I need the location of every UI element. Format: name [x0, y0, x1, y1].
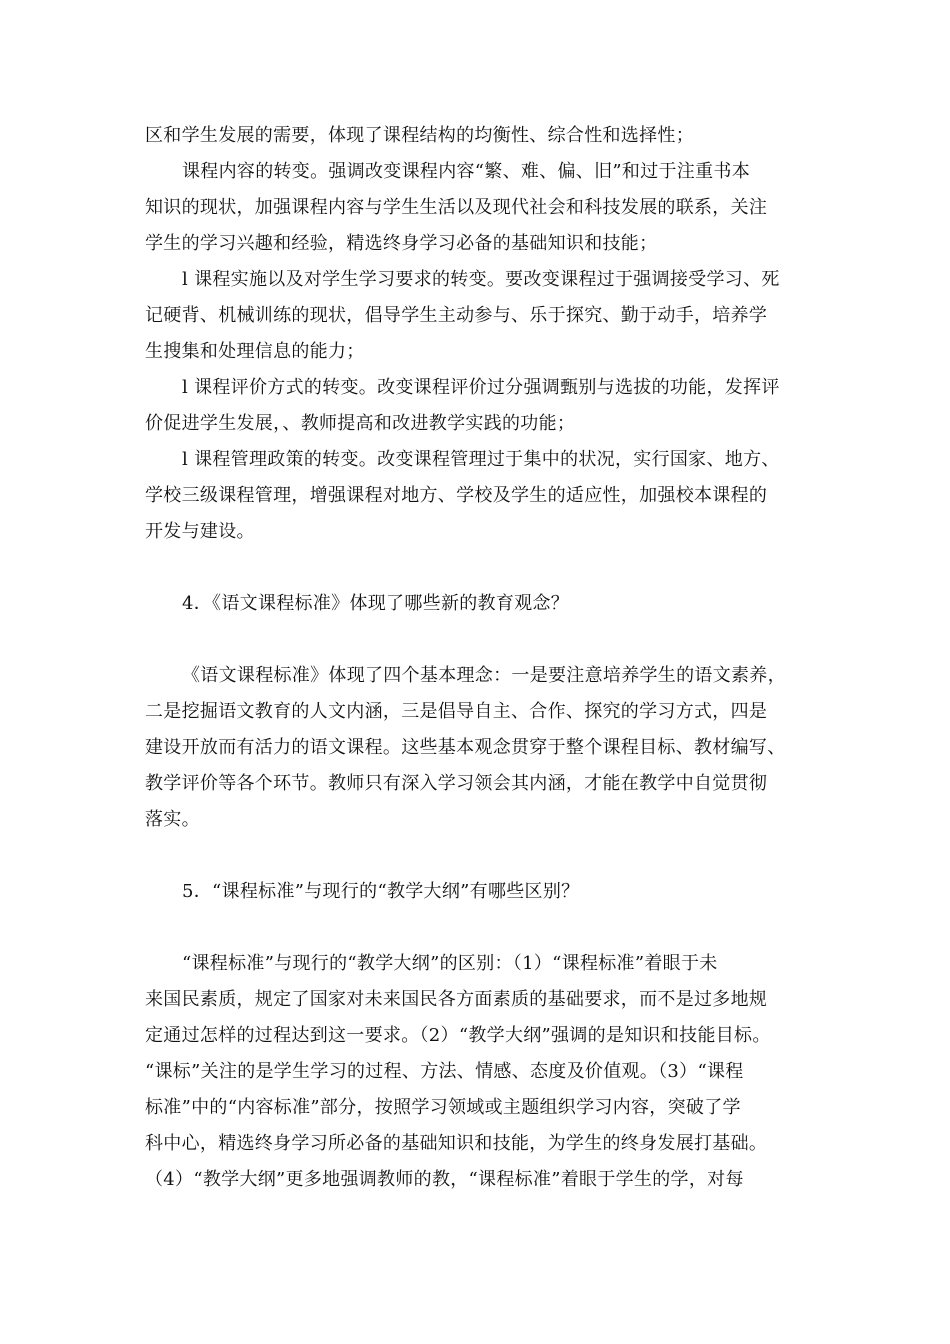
- text-line: l 课程管理政策的转变。改变课程管理过于集中的状况，实行国家、地方、: [182, 449, 780, 470]
- text-line: 开发与建设。: [145, 521, 255, 542]
- question-heading: 5．“课程标准”与现行的“教学大纲”有哪些区别？: [182, 881, 580, 902]
- text-line: 记硬背、机械训练的现状，倡导学生主动参与、乐于探究、勤于动手，培养学: [145, 305, 768, 326]
- text-line: 教学评价等各个环节。教师只有深入学习领会其内涵，才能在教学中自觉贯彻: [145, 773, 768, 794]
- text-line: 落实。: [145, 809, 200, 830]
- text-line: “课程标准”与现行的“教学大纲”的区别：（1）“课程标准”着眼于未: [182, 953, 718, 974]
- text-line: 定通过怎样的过程达到这一要求。（2）“教学大纲”强调的是知识和技能目标。: [145, 1025, 771, 1046]
- text-line: 生搜集和处理信息的能力；: [145, 341, 365, 362]
- text-line: （4）“教学大纲”更多地强调教师的教，“课程标准”着眼于学生的学，对每: [145, 1169, 744, 1190]
- question-heading: 4．《语文课程标准》体现了哪些新的教育观念？: [182, 593, 570, 614]
- text-line: 科中心，精选终身学习所必备的基础知识和技能，为学生的终身发展打基础。: [145, 1133, 768, 1154]
- text-line: 学校三级课程管理，增强课程对地方、学校及学生的适应性，加强校本课程的: [145, 485, 768, 506]
- text-line: 二是挖掘语文教育的人文内涵，三是倡导自主、合作、探究的学习方式，四是: [145, 701, 768, 722]
- text-line: 标准”中的“内容标准”部分，按照学习领域或主题组织学习内容，突破了学: [145, 1097, 741, 1118]
- text-line: 区和学生发展的需要，体现了课程结构的均衡性、综合性和选择性；: [145, 125, 694, 146]
- text-line: “课标”关注的是学生学习的过程、方法、情感、态度及价值观。（3）“课程: [145, 1061, 744, 1082]
- text-line: 课程内容的转变。强调改变课程内容“繁、难、偏、旧”和过于注重书本: [182, 161, 751, 182]
- text-line: l 课程实施以及对学生学习要求的转变。要改变课程过于强调接受学习、死: [182, 269, 780, 290]
- text-line: 《语文课程标准》体现了四个基本理念：一是要注意培养学生的语文素养，: [182, 665, 786, 686]
- text-line: 知识的现状，加强课程内容与学生生活以及现代社会和科技发展的联系，关注: [145, 197, 768, 218]
- text-line: 价促进学生发展，、教师提高和改进教学实践的功能；: [145, 413, 576, 434]
- text-line: 学生的学习兴趣和经验，精选终身学习必备的基础知识和技能；: [145, 233, 658, 254]
- text-line: 建设开放而有活力的语文课程。这些基本观念贯穿于整个课程目标、教材编写、: [145, 737, 786, 758]
- text-line: 来国民素质，规定了国家对未来国民各方面素质的基础要求，而不是过多地规: [145, 989, 768, 1010]
- text-line: l 课程评价方式的转变。改变课程评价过分强调甄别与选拔的功能，发挥评: [182, 377, 780, 398]
